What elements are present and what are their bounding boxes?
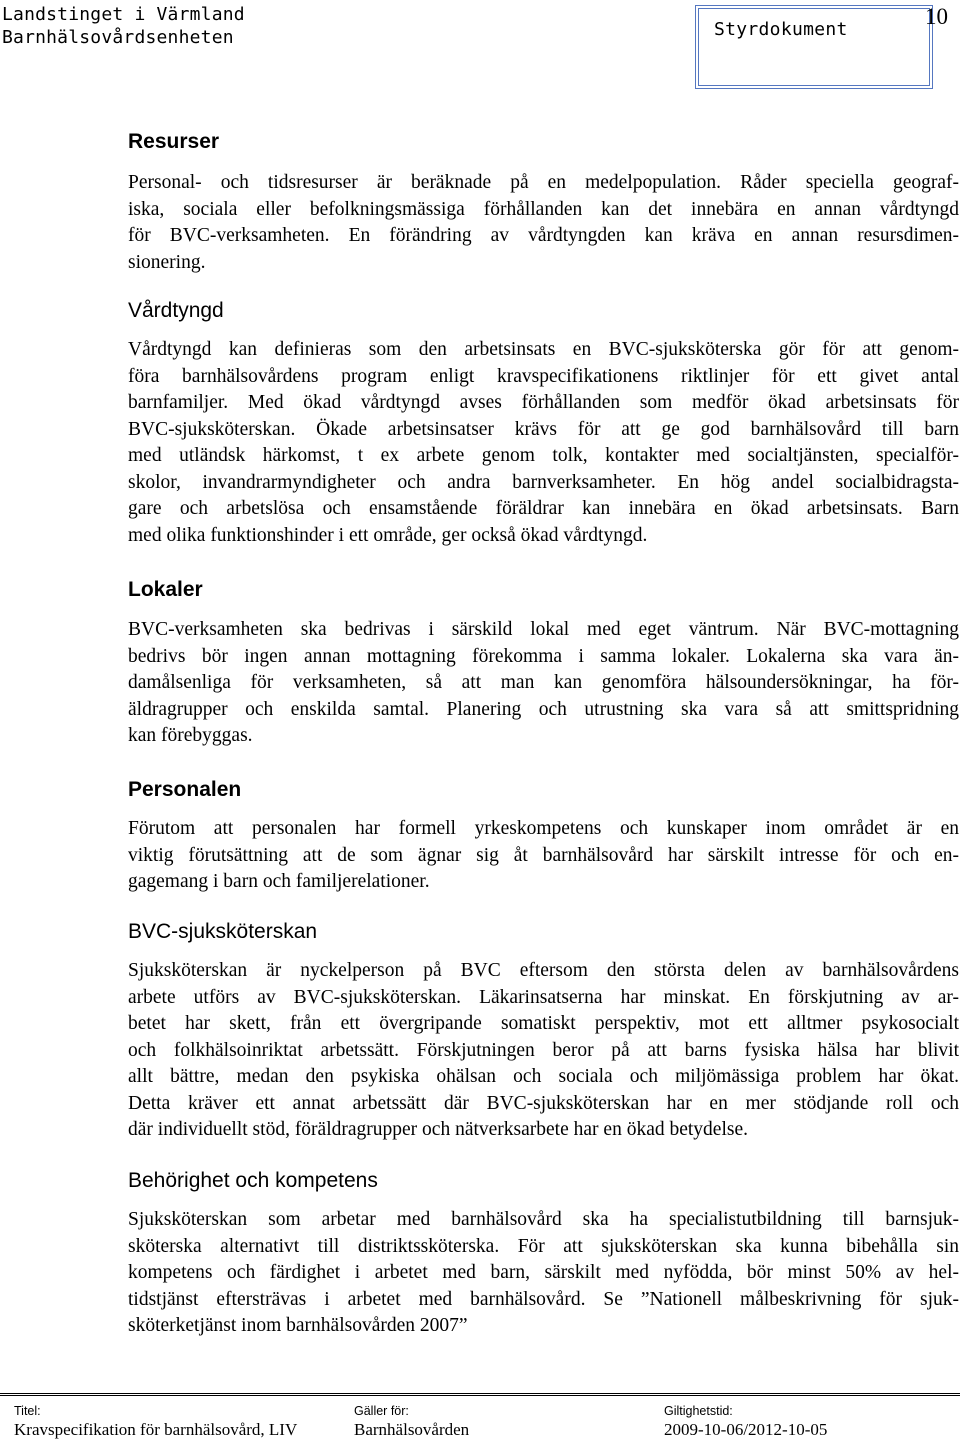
- footer-applies-value: Barnhälsovården: [354, 1420, 470, 1439]
- text-line: Sjuksköterskan som arbetar med barnhälsovård ska ha specialistutbildning till barnsjuk-: [128, 1209, 959, 1230]
- text-line: barnfamiljer. Med ökad vårdtyngd avses förhållanden som medför ökad arbetsinsats för: [128, 392, 959, 413]
- text-line: Detta kräver ett annat arbetssätt där BVC-sjuksköterskan har en mer stödjande roll och: [128, 1092, 959, 1114]
- text-line: äldragrupper och enskilda samtal. Planering och utrustning ska vara så att smittspridning: [128, 698, 959, 720]
- paragraph-vardtyngd: [128, 337, 959, 549]
- paragraph-behorighet: [128, 1207, 959, 1340]
- footer-applies-label: Gäller för:: [354, 1404, 409, 1418]
- text-line: kompetens och färdighet i arbetet med barn, särskilt med nyfödda, bör minst 50% av hel-: [128, 1262, 959, 1283]
- paragraph-personalen: [128, 816, 959, 896]
- text-line: iska, sociala eller befolkningsmässiga förhållanden kan det innebära en annan vårdtyngd: [128, 198, 959, 220]
- section-heading-behorighet: Behörighet och kompetens: [128, 1169, 378, 1192]
- text-line: sköterketjänst inom barnhälsovården 2007”: [128, 1315, 468, 1336]
- text-line: BVC-sjuksköterskan. Ökade arbetsinsatser krävs för att ge god barnhälsovård till barn: [128, 418, 959, 440]
- section-heading-vardtyngd: Vårdtyngd: [128, 299, 224, 322]
- section-heading-bvc-sjukskoterskan: BVC-sjuksköterskan: [128, 920, 318, 943]
- footer-validity-label: Giltighetstid:: [664, 1404, 733, 1418]
- text-line: Personal- och tidsresurser är beräknade på en medelpopulation. Råder speciella geograf-: [128, 172, 959, 193]
- text-line: sionering.: [128, 251, 206, 273]
- text-line: och folkhälsoinriktat arbetssätt. Förskjutningen beror på att barns fysiska hälsa har blivit: [128, 1039, 959, 1061]
- text-line: gare och arbetslösa och ensamstående föräldrar kan innebära en ökad arbetsinsats. Barn: [128, 498, 959, 519]
- section-heading-personalen: Personalen: [128, 778, 242, 801]
- text-line: betet har skett, från ett övergripande somatiskt perspektiv, mot ett alltmer psykosocialt: [128, 1013, 959, 1034]
- text-line: skolor, invandrarmyndigheter och andra barnverksamheter. En hög andel socialbidragsta-: [128, 471, 959, 493]
- text-line: Vårdtyngd kan definieras som den arbetsinsats en BVC-sjuksköterska gör för att genom-: [128, 339, 959, 360]
- document-type-label: Styrdokument: [714, 19, 848, 40]
- text-line: för BVC-verksamheten. En förändring av vårdtyngden kan kräva en annan resursdimen-: [128, 225, 959, 246]
- footer-title-value: Kravspecifikation för barnhälsovård, LIV: [14, 1420, 298, 1439]
- footer-divider: [0, 1393, 960, 1396]
- text-line: kan förebyggas.: [128, 725, 253, 746]
- text-line: Sjuksköterskan är nyckelperson på BVC eftersom den största delen av barnhälsovårdens: [128, 960, 959, 981]
- section-heading-lokaler: Lokaler: [128, 578, 203, 601]
- text-line: allt bättre, medan den psykiska ohälsan och sociala och miljömässiga problem har ökat.: [128, 1066, 959, 1087]
- text-line: gagemang i barn och familjerelationer.: [128, 871, 430, 892]
- text-line: bedrivs bör ingen annan mottagning förekomma i samma lokaler. Lokalerna ska vara än-: [128, 645, 959, 667]
- text-line: arbete utförs av BVC-sjuksköterskan. Läkarinsatserna har minskat. En förskjutning av ar-: [128, 986, 959, 1008]
- paragraph-resurser: [128, 170, 959, 276]
- text-line: där individuellt stöd, föräldragrupper och nätverksarbete har en ökad betydelse.: [128, 1119, 748, 1140]
- organization-name: Landstinget i Värmland: [2, 4, 245, 25]
- paragraph-lokaler: [128, 617, 959, 750]
- text-line: sköterska alternativt till distriktssköterska. För att sjuksköterskan ska kunna bibehålla sin: [128, 1235, 959, 1257]
- page-number: 10: [925, 4, 948, 29]
- text-line: damålsenliga för verksamheten, så att man kan genomföra hälsoundersökningar, ha för-: [128, 672, 959, 693]
- section-heading-resurser: Resurser: [128, 130, 220, 153]
- text-line: viktig förutsättning att de som ägnar sig åt barnhälsovård har särskilt intresse för och en-: [128, 844, 959, 866]
- footer-title-label: Titel:: [14, 1404, 41, 1418]
- department-name: Barnhälsovårdsenheten: [2, 27, 234, 48]
- footer-validity-value: 2009-10-06/2012-10-05: [664, 1420, 828, 1439]
- text-line: tidstjänst eftersträvas i arbetet med barnhälsovård. Se ”Nationell målbeskrivning för sjuk-: [128, 1288, 959, 1310]
- text-line: med utländsk härkomst, t ex arbete genom tolk, kontakter med socialtjänsten, specialför-: [128, 445, 959, 466]
- text-line: med olika funktionshinder i ett område, ger också ökad vårdtyngd.: [128, 524, 648, 546]
- document-type-box: [695, 5, 933, 89]
- text-line: föra barnhälsovårdens program enligt kravspecifikationens riktlinjer för ett givet antal: [128, 365, 959, 387]
- text-line: BVC-verksamheten ska bedrivas i särskild lokal med eget väntrum. När BVC-mottagning: [128, 619, 959, 640]
- text-line: Förutom att personalen har formell yrkeskompetens och kunskaper inom området är en: [128, 818, 959, 839]
- paragraph-bvc-sjukskoterskan: [128, 958, 959, 1144]
